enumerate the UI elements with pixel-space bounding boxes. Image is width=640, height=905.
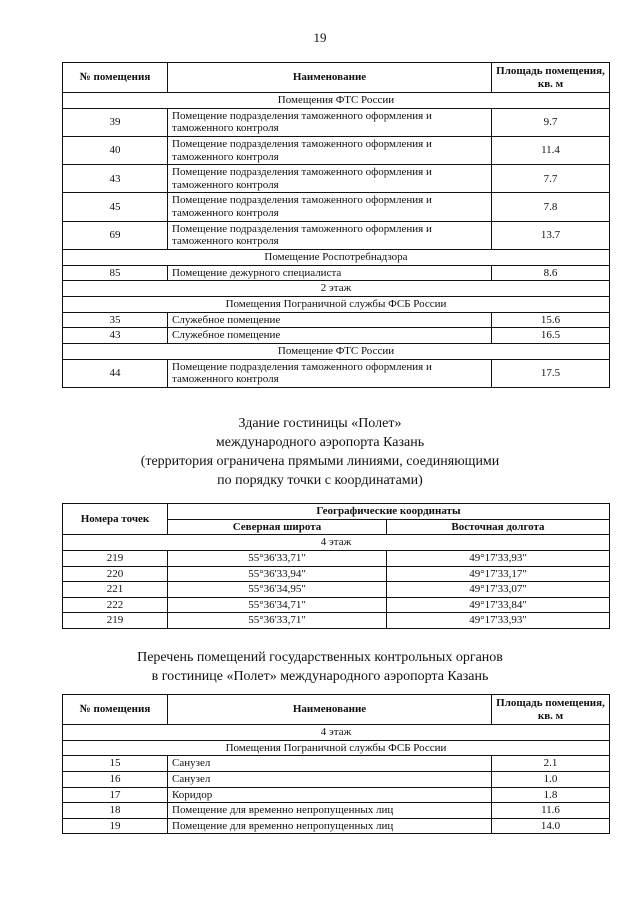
room-number: 15	[63, 756, 168, 772]
table-row	[63, 771, 610, 787]
premises-table-body	[63, 93, 610, 388]
section-row	[63, 343, 610, 359]
hotel-heading-line: (территория ограничена прямыми линиями, соединяющими	[140, 454, 500, 469]
section-row	[63, 281, 610, 297]
north-latitude: 55°36'34,71"	[168, 597, 387, 613]
room-area: 8.6	[492, 265, 610, 281]
room-area: 14.0	[492, 818, 610, 834]
room-number: 44	[63, 359, 168, 387]
point-number: 222	[63, 597, 168, 613]
room-number: 39	[63, 108, 168, 136]
table-row	[63, 787, 610, 803]
room-number: 45	[63, 193, 168, 221]
section-label: Помещения ФТС России	[63, 93, 610, 109]
header-name: Наименование	[168, 63, 492, 93]
room-name: Санузел	[168, 756, 492, 772]
table-row	[63, 265, 610, 281]
room-number: 19	[63, 818, 168, 834]
north-latitude: 55°36'34,95"	[168, 582, 387, 598]
table-row	[63, 613, 610, 629]
section-label: Помещение Роспотребнадзора	[63, 250, 610, 266]
room-number: 43	[63, 165, 168, 193]
section-label: Помещение ФТС России	[63, 343, 610, 359]
page-number: 19	[313, 30, 327, 45]
room-number: 69	[63, 221, 168, 249]
table-row	[63, 108, 610, 136]
room-name: Помещение подразделения таможенного оформления и таможенного контроля	[168, 359, 492, 387]
room-area: 7.8	[492, 193, 610, 221]
room-area: 1.8	[492, 787, 610, 803]
header-point-numbers: Номера точек	[63, 504, 168, 535]
room-area: 13.7	[492, 221, 610, 249]
table-row	[63, 597, 610, 613]
section-row	[63, 296, 610, 312]
floor-label: 4 этаж	[63, 535, 610, 551]
premises-list-heading-line: в гостинице «Полет» международного аэропорта Казань	[151, 669, 489, 684]
room-name: Помещение подразделения таможенного оформления и таможенного контроля	[168, 108, 492, 136]
room-name: Санузел	[168, 771, 492, 787]
room-name: Помещение подразделения таможенного оформления и таможенного контроля	[168, 165, 492, 193]
premises-table-fts	[62, 62, 610, 388]
room-number: 85	[63, 265, 168, 281]
room-name: Помещение для временно непропущенных лиц	[168, 803, 492, 819]
room-number: 35	[63, 312, 168, 328]
point-number: 219	[63, 550, 168, 566]
header-area: Площадь помещения, кв. м	[492, 63, 610, 93]
room-area: 7.7	[492, 165, 610, 193]
floor-label: 4 этаж	[63, 725, 610, 741]
header-room-number: № помещения	[63, 63, 168, 93]
header-north-latitude: Северная широта	[168, 519, 387, 535]
hotel-heading-line: Здание гостиницы «Полет»	[238, 416, 402, 431]
section-label: Помещения Пограничной службы ФСБ России	[63, 740, 610, 756]
table-row	[63, 818, 610, 834]
room-area: 9.7	[492, 108, 610, 136]
room-area: 11.6	[492, 803, 610, 819]
point-number: 221	[63, 582, 168, 598]
coordinates-table-body	[63, 535, 610, 629]
premises-table-hotel-body	[63, 725, 610, 834]
north-latitude: 55°36'33,71"	[168, 550, 387, 566]
table-row	[63, 550, 610, 566]
table-row	[63, 221, 610, 249]
east-longitude: 49°17'33,93"	[387, 550, 610, 566]
section-label: 2 этаж	[63, 281, 610, 297]
table-row	[63, 328, 610, 344]
room-area: 11.4	[492, 136, 610, 164]
room-name: Служебное помещение	[168, 312, 492, 328]
north-latitude: 55°36'33,94"	[168, 566, 387, 582]
header-area: Площадь помещения, кв. м	[492, 695, 610, 725]
table-row	[63, 165, 610, 193]
hotel-heading-line: по порядку точки с координатами)	[217, 473, 423, 488]
table-row	[63, 312, 610, 328]
hotel-heading-line: международного аэропорта Казань	[215, 435, 425, 450]
room-number: 16	[63, 771, 168, 787]
room-name: Помещение подразделения таможенного оформления и таможенного контроля	[168, 136, 492, 164]
room-name: Служебное помещение	[168, 328, 492, 344]
room-area: 16.5	[492, 328, 610, 344]
section-row	[63, 250, 610, 266]
table-row	[63, 582, 610, 598]
room-name: Помещение подразделения таможенного оформления и таможенного контроля	[168, 193, 492, 221]
coordinates-table	[62, 503, 610, 629]
room-name: Помещение для временно непропущенных лиц	[168, 818, 492, 834]
section-label: Помещения Пограничной службы ФСБ России	[63, 296, 610, 312]
room-name: Помещение дежурного специалиста	[168, 265, 492, 281]
room-number: 18	[63, 803, 168, 819]
premises-list-heading-line: Перечень помещений государственных контрольных органов	[137, 650, 503, 665]
room-name: Коридор	[168, 787, 492, 803]
hotel-heading	[0, 414, 640, 490]
table-row	[63, 136, 610, 164]
room-area: 1.0	[492, 771, 610, 787]
room-number: 43	[63, 328, 168, 344]
premises-table-hotel	[62, 694, 610, 834]
header-room-number: № помещения	[63, 695, 168, 725]
room-area: 17.5	[492, 359, 610, 387]
table-row	[63, 193, 610, 221]
room-name: Помещение подразделения таможенного оформления и таможенного контроля	[168, 221, 492, 249]
section-row	[63, 93, 610, 109]
table-row	[63, 566, 610, 582]
table-row	[63, 803, 610, 819]
point-number: 219	[63, 613, 168, 629]
point-number: 220	[63, 566, 168, 582]
header-east-longitude: Восточная долгота	[387, 519, 610, 535]
room-area: 15.6	[492, 312, 610, 328]
room-area: 2.1	[492, 756, 610, 772]
table-row	[63, 756, 610, 772]
room-number: 40	[63, 136, 168, 164]
table-row	[63, 359, 610, 387]
north-latitude: 55°36'33,71"	[168, 613, 387, 629]
room-number: 17	[63, 787, 168, 803]
header-geo-coordinates: Географические координаты	[168, 504, 610, 520]
east-longitude: 49°17'33,07"	[387, 582, 610, 598]
header-name: Наименование	[168, 695, 492, 725]
east-longitude: 49°17'33,84"	[387, 597, 610, 613]
premises-list-heading	[0, 648, 640, 686]
east-longitude: 49°17'33,93"	[387, 613, 610, 629]
east-longitude: 49°17'33,17"	[387, 566, 610, 582]
